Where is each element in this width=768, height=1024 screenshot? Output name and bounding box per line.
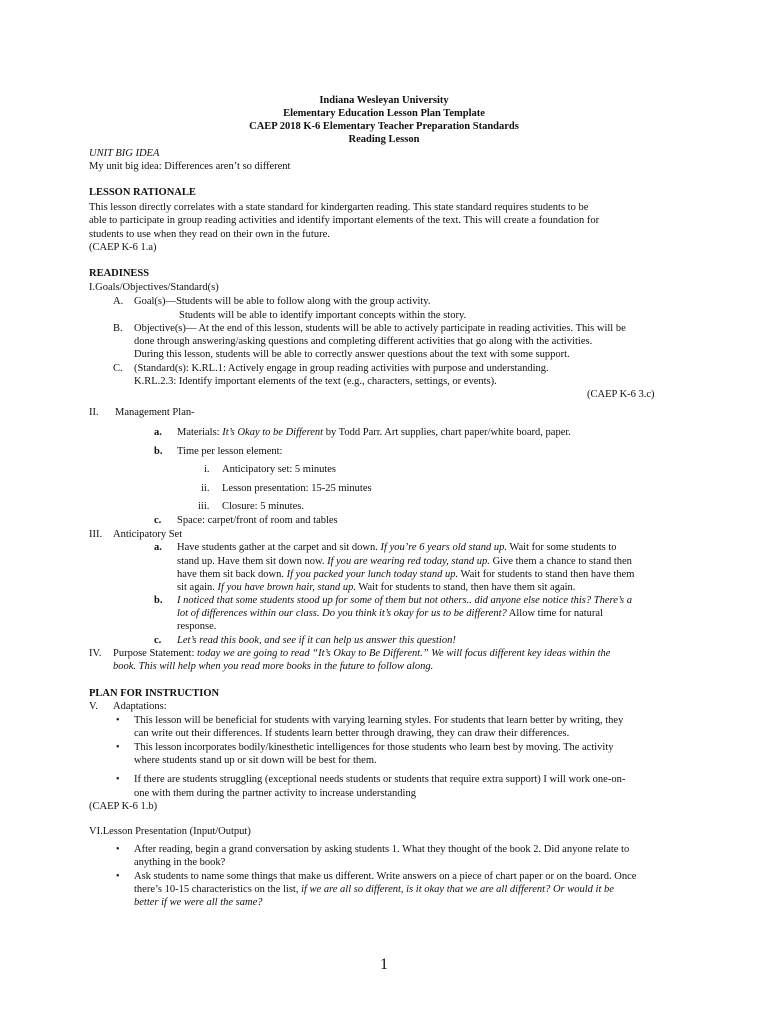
text-run: Wait for some students to — [507, 542, 617, 553]
management-heading: Management Plan- — [115, 407, 195, 418]
time-heading: Time per lesson element: — [177, 446, 283, 457]
standard-c-marker: C. — [113, 363, 123, 374]
objective-b-line-3: During this lesson, students will be able to correctly answer questions about the text with some support. — [134, 349, 570, 360]
objective-b-marker: B. — [113, 323, 123, 334]
discussion-question: if we are all so different, is it okay that we are all different? Or would it be — [301, 884, 614, 895]
anticipatory-a-line-4 — [177, 581, 575, 594]
goal-a-marker: A. — [113, 296, 124, 307]
adaptation-3-line-1: If there are students struggling (exceptional needs students or students that require extra support) I will work one-on- — [134, 774, 626, 785]
bullet-icon: • — [116, 715, 120, 726]
purpose-line-1 — [113, 647, 610, 660]
goal-a-line-1: Goal(s)—Students will be able to follow along with the group activity. — [134, 296, 431, 307]
adaptation-2-line-2: where students stand up or sit down will be best for them. — [134, 755, 377, 766]
objective-b-line-1: Objective(s)— At the end of this lesson, students will be able to actively participate in reading activities. This will be — [134, 323, 626, 334]
objective-b-line-2: done through answering/asking questions and completing different activities that go along with the activities. — [134, 336, 593, 347]
lesson-type: Reading Lesson — [348, 134, 420, 145]
time-item-1: Anticipatory set: 5 minutes — [222, 464, 337, 475]
text-run: sit again. — [177, 582, 218, 593]
time-item-3: Closure: 5 minutes. — [222, 501, 304, 512]
anticipatory-c-marker: c. — [154, 635, 162, 646]
purpose-label: Purpose Statement: — [113, 648, 197, 659]
management-marker: II. — [89, 407, 99, 418]
plan-caep: (CAEP K-6 1.b) — [89, 801, 158, 812]
purpose-text: today we are going to read “It’s Okay to Be Different.” We will focus different key ideas within the — [197, 648, 611, 659]
rationale-line-3: students to use when they read on their own in the future. — [89, 229, 330, 240]
space-marker: c. — [154, 515, 162, 526]
teacher-prompt: lot of differences within our class. Do you think it’s okay for us to be different? — [177, 608, 507, 619]
adaptation-3-line-2: one with them during the partner activity to increase understanding — [134, 788, 416, 799]
materials-line — [177, 426, 571, 439]
anticipatory-b-line-2 — [177, 607, 603, 620]
readiness-heading: READINESS — [89, 268, 150, 279]
text-run: Wait for students to stand, then have them sit again. — [356, 582, 576, 593]
presentation-1-line-2: anything in the book? — [134, 857, 226, 868]
teacher-prompt: If you have brown hair, stand up. — [217, 582, 356, 593]
text-run: Have students gather at the carpet and sit down. — [177, 542, 381, 553]
anticipatory-a-line-1 — [177, 541, 617, 554]
anticipatory-a-line-3 — [177, 568, 634, 581]
unit-heading: UNIT BIG IDEA — [89, 148, 160, 159]
time-marker: b. — [154, 446, 163, 457]
presentation-2-line-2 — [134, 883, 614, 896]
bullet-icon: • — [116, 774, 120, 785]
materials-marker: a. — [154, 427, 162, 438]
anticipatory-a-line-2 — [177, 555, 632, 568]
adaptation-2-line-1: This lesson incorporates bodily/kinesthetic intelligences for those students who learn best by moving. The activity — [134, 742, 614, 753]
adaptations-marker: V. — [89, 701, 98, 712]
template-title: Elementary Education Lesson Plan Template — [283, 108, 485, 119]
bullet-icon: • — [116, 742, 120, 753]
materials-list: by Todd Parr. Art supplies, chart paper/white board, paper. — [323, 427, 571, 438]
text-run: have them sit back down. — [177, 569, 287, 580]
presentation-2-line-1: Ask students to name some things that make us different. Write answers on a piece of chart paper or on the board. Once — [134, 871, 637, 882]
time-item-1-marker: i. — [204, 464, 210, 475]
teacher-prompt: If you packed your lunch today stand up. — [286, 569, 459, 580]
text-run: there’s 10-15 characteristics on the list, — [134, 884, 302, 895]
text-run: Allow time for natural — [506, 608, 603, 619]
anticipatory-marker: III. — [89, 529, 103, 540]
bullet-icon: • — [116, 871, 120, 882]
rationale-caep: (CAEP K-6 1.a) — [89, 242, 157, 253]
anticipatory-c-text: Let’s read this book, and see if it can help us answer this question! — [177, 635, 456, 646]
readiness-caep: (CAEP K-6 3.c) — [587, 389, 655, 400]
standard-c-line-1: (Standard(s): K.RL.1: Actively engage in group reading activities with purpose and understanding. — [134, 363, 549, 374]
presentation-heading: VI.Lesson Presentation (Input/Output) — [89, 826, 251, 837]
materials-label: Materials: — [177, 427, 223, 438]
time-item-3-marker: iii. — [198, 501, 210, 512]
time-item-2: Lesson presentation: 15-25 minutes — [222, 483, 372, 494]
adaptation-1-line-1: This lesson will be beneficial for students with varying learning styles. For students that learn better by writing, they — [134, 715, 624, 726]
purpose-marker: IV. — [89, 648, 102, 659]
book-title: It’s Okay to be Different — [222, 427, 324, 438]
goal-a-line-2: Students will be able to identify important concepts within the story. — [179, 310, 467, 321]
plan-heading: PLAN FOR INSTRUCTION — [89, 688, 220, 699]
unit-text: My unit big idea: Differences aren’t so different — [89, 161, 291, 172]
anticipatory-b-marker: b. — [154, 595, 163, 606]
anticipatory-a-marker: a. — [154, 542, 162, 553]
presentation-2-line-3: better if we were all the same? — [134, 897, 263, 908]
anticipatory-heading: Anticipatory Set — [113, 529, 183, 540]
anticipatory-b-line-1: I noticed that some students stood up for some of them but not others.. did anyone else notice this? There’s a — [177, 595, 632, 606]
space-text: Space: carpet/front of room and tables — [177, 515, 338, 526]
text-run: Wait for students to stand then have them — [458, 569, 635, 580]
standard-c-line-2: K.RL.2.3: Identify important elements of the text (e.g., characters, settings, or events). — [134, 376, 497, 387]
goals-heading: I.Goals/Objectives/Standard(s) — [89, 282, 219, 293]
adaptations-heading: Adaptations: — [113, 701, 167, 712]
purpose-line-2: book. This will help when you read more books in the future to follow along. — [113, 661, 434, 672]
rationale-line-2: able to participate in group reading activities and identify important elements of the text. This will create a foundation for — [89, 215, 600, 226]
text-run: stand up. Have them sit down now. — [177, 556, 328, 567]
rationale-heading: LESSON RATIONALE — [89, 187, 196, 198]
standards-title: CAEP 2018 K-6 Elementary Teacher Preparation Standards — [249, 121, 519, 132]
adaptation-1-line-2: can write out their differences. If students learn better through drawing, they can draw their differences. — [134, 728, 570, 739]
presentation-1-line-1: After reading, begin a grand conversation by asking students 1. What they thought of the book 2. Did anyone relate to — [134, 844, 630, 855]
time-item-2-marker: ii. — [201, 483, 210, 494]
rationale-line-1: This lesson directly correlates with a state standard for kindergarten reading. This state standard requires students to be — [89, 202, 589, 213]
bullet-icon: • — [116, 844, 120, 855]
university-name: Indiana Wesleyan University — [319, 95, 449, 106]
anticipatory-b-line-3: response. — [177, 621, 217, 632]
text-run: Give them a chance to stand then — [489, 556, 632, 567]
teacher-prompt: If you are wearing red today, stand up. — [327, 556, 490, 567]
teacher-prompt: If you’re 6 years old stand up. — [380, 542, 507, 553]
page-number: 1 — [380, 956, 388, 973]
